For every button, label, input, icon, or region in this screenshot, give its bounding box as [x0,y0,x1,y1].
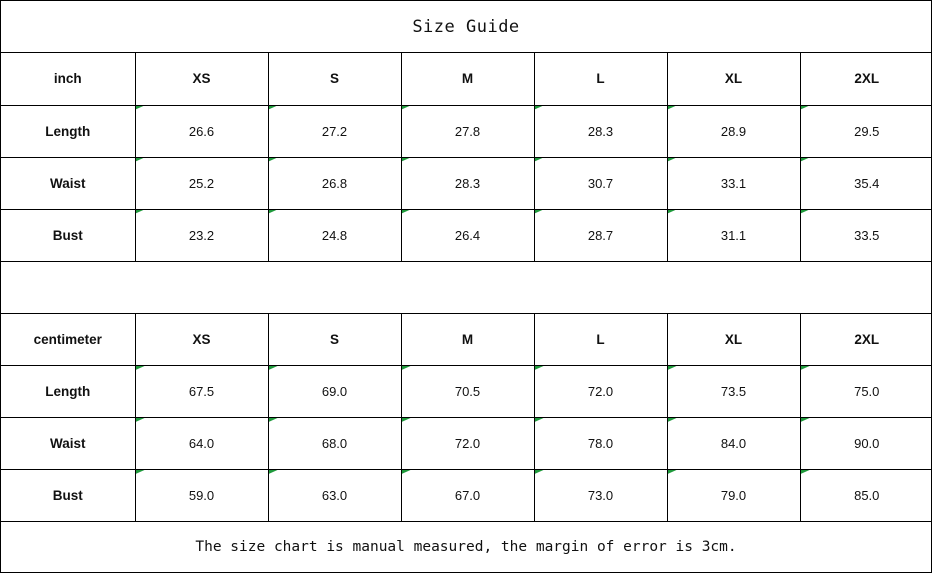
measure-cell: 33.1 [667,157,800,209]
measure-cell: 79.0 [667,470,800,522]
measure-cell: 27.8 [401,105,534,157]
unit-label-centimeter: centimeter [1,314,135,366]
measure-cell: 31.1 [667,209,800,261]
measure-cell: 28.7 [534,209,667,261]
measure-cell: 29.5 [800,105,932,157]
table-header-row [1,53,932,105]
column-header-size: M [401,53,534,105]
measure-cell: 28.3 [401,157,534,209]
measure-cell: 73.5 [667,366,800,418]
measure-cell: 26.6 [135,105,268,157]
column-header-size: 2XL [800,314,932,366]
measure-cell: 25.2 [135,157,268,209]
column-header-size: L [534,53,667,105]
column-header-size: S [268,314,401,366]
column-header-size: L [534,314,667,366]
column-header-size: 2XL [800,53,932,105]
size-table-inch [1,53,932,262]
column-header-size: XS [135,53,268,105]
table-row [1,157,932,209]
table-row [1,418,932,470]
measure-cell: 30.7 [534,157,667,209]
row-label: Bust [1,470,135,522]
measure-cell: 35.4 [800,157,932,209]
row-label: Waist [1,418,135,470]
size-table-centimeter [1,314,932,523]
table-header-row [1,314,932,366]
table-row [1,470,932,522]
table-row [1,366,932,418]
measure-cell: 64.0 [135,418,268,470]
measure-cell: 28.9 [667,105,800,157]
measure-cell: 28.3 [534,105,667,157]
measure-cell: 84.0 [667,418,800,470]
table-row [1,209,932,261]
measure-cell: 70.5 [401,366,534,418]
measure-cell: 72.0 [534,366,667,418]
measure-cell: 33.5 [800,209,932,261]
table-row [1,105,932,157]
measure-cell: 63.0 [268,470,401,522]
row-label: Length [1,366,135,418]
column-header-size: M [401,314,534,366]
measure-cell: 69.0 [268,366,401,418]
measure-cell: 90.0 [800,418,932,470]
unit-label-inch: inch [1,53,135,105]
table-separator [1,262,931,314]
measure-cell: 73.0 [534,470,667,522]
measure-cell: 23.2 [135,209,268,261]
column-header-size: XL [667,53,800,105]
footer-note: The size chart is manual measured, the margin of error is 3cm. [195,539,737,555]
measure-cell: 26.8 [268,157,401,209]
measure-cell: 67.5 [135,366,268,418]
column-header-size: XS [135,314,268,366]
measure-cell: 24.8 [268,209,401,261]
measure-cell: 27.2 [268,105,401,157]
measure-cell: 75.0 [800,366,932,418]
column-header-size: XL [667,314,800,366]
measure-cell: 26.4 [401,209,534,261]
page-title: Size Guide [1,1,931,53]
measure-cell: 78.0 [534,418,667,470]
row-label: Length [1,105,135,157]
row-label: Waist [1,157,135,209]
column-header-size: S [268,53,401,105]
measure-cell: 85.0 [800,470,932,522]
measure-cell: 59.0 [135,470,268,522]
measure-cell: 68.0 [268,418,401,470]
measure-cell: 67.0 [401,470,534,522]
measure-cell: 72.0 [401,418,534,470]
row-label: Bust [1,209,135,261]
